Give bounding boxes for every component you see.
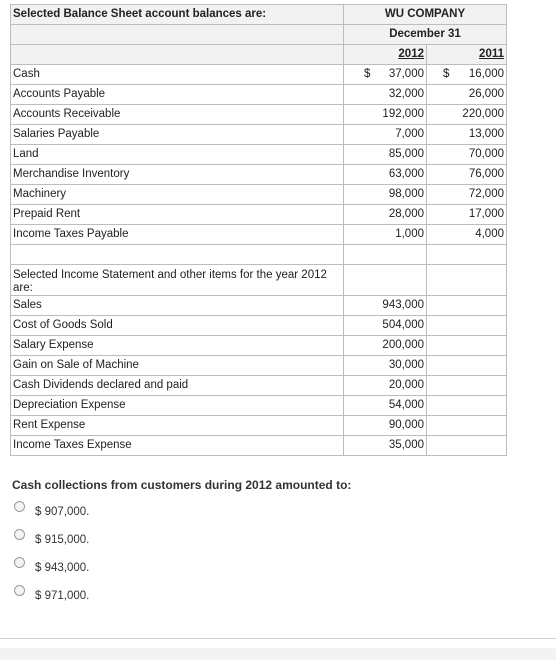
row-value: 200,000 bbox=[344, 336, 427, 356]
row-label: Land bbox=[11, 145, 344, 165]
row-label: Gain on Sale of Machine bbox=[11, 356, 344, 376]
table-row bbox=[11, 416, 507, 436]
answer-option[interactable] bbox=[12, 498, 89, 526]
header-blank bbox=[11, 45, 344, 65]
row-value: 30,000 bbox=[344, 356, 427, 376]
answer-option[interactable] bbox=[12, 554, 89, 582]
header-blank bbox=[11, 25, 344, 45]
year-2012-header: 2012 bbox=[398, 48, 424, 60]
row-value: 943,000 bbox=[344, 296, 427, 316]
table-row bbox=[11, 376, 507, 396]
value-2012: 192,000 bbox=[382, 108, 424, 120]
empty-cell bbox=[427, 376, 507, 396]
value-2012: 37,000 bbox=[388, 68, 424, 80]
answer-option-label[interactable]: $ 915,000. bbox=[35, 534, 90, 546]
dollar-sign: $ bbox=[443, 68, 450, 80]
table-row bbox=[11, 185, 507, 205]
row-label: Accounts Receivable bbox=[11, 105, 344, 125]
radio-button[interactable] bbox=[14, 501, 25, 512]
empty-cell bbox=[427, 296, 507, 316]
empty-cell bbox=[427, 396, 507, 416]
value-2011: 16,000 bbox=[468, 68, 504, 80]
date-label: December 31 bbox=[344, 25, 507, 45]
value-2011: 70,000 bbox=[468, 148, 504, 160]
value-2012: 7,000 bbox=[395, 128, 424, 140]
table-row bbox=[11, 145, 507, 165]
radio-button[interactable] bbox=[14, 557, 25, 568]
table-row bbox=[11, 65, 507, 85]
row-label: Cash bbox=[11, 65, 344, 85]
spacer-cell bbox=[11, 245, 344, 265]
value-2011: 13,000 bbox=[468, 128, 504, 140]
company-name: WU COMPANY bbox=[344, 5, 507, 25]
table-row bbox=[11, 336, 507, 356]
empty-cell bbox=[427, 416, 507, 436]
answer-option[interactable] bbox=[12, 582, 89, 610]
row-label: Prepaid Rent bbox=[11, 205, 344, 225]
table-row bbox=[11, 356, 507, 376]
balance-sheet-header: Selected Balance Sheet account balances are: bbox=[11, 5, 344, 25]
value-2012: 32,000 bbox=[388, 88, 424, 100]
row-value: 20,000 bbox=[344, 376, 427, 396]
empty-cell bbox=[427, 436, 507, 456]
value-2011: 72,000 bbox=[468, 188, 504, 200]
table-row bbox=[11, 165, 507, 185]
value-2012: 85,000 bbox=[388, 148, 424, 160]
value-2011: 4,000 bbox=[475, 228, 504, 240]
income-rows bbox=[11, 296, 507, 456]
balance-rows bbox=[11, 65, 507, 245]
row-label: Income Taxes Payable bbox=[11, 225, 344, 245]
row-label: Merchandise Inventory bbox=[11, 165, 344, 185]
table-row bbox=[11, 125, 507, 145]
table-row bbox=[11, 105, 507, 125]
dollar-sign: $ bbox=[364, 68, 371, 80]
row-label: Cost of Goods Sold bbox=[11, 316, 344, 336]
table-row bbox=[11, 316, 507, 336]
radio-button[interactable] bbox=[14, 585, 25, 596]
footer-bar bbox=[0, 648, 556, 660]
row-label: Machinery bbox=[11, 185, 344, 205]
row-value: 90,000 bbox=[344, 416, 427, 436]
value-2012: 28,000 bbox=[388, 208, 424, 220]
radio-button[interactable] bbox=[14, 529, 25, 540]
row-value: 504,000 bbox=[344, 316, 427, 336]
value-2011: 26,000 bbox=[468, 88, 504, 100]
table-row bbox=[11, 396, 507, 416]
balance-sheet-table bbox=[10, 4, 507, 456]
answer-option-label[interactable]: $ 907,000. bbox=[35, 506, 90, 518]
empty-cell bbox=[427, 356, 507, 376]
table-row bbox=[11, 205, 507, 225]
row-label: Salary Expense bbox=[11, 336, 344, 356]
row-label: Income Taxes Expense bbox=[11, 436, 344, 456]
answer-option-label[interactable]: $ 943,000. bbox=[35, 562, 90, 574]
value-2012: 1,000 bbox=[395, 228, 424, 240]
value-2012: 63,000 bbox=[388, 168, 424, 180]
year-2011-header: 2011 bbox=[479, 48, 504, 60]
question-text: Cash collections from customers during 2012 amounted to: bbox=[12, 478, 352, 492]
row-label: Sales bbox=[11, 296, 344, 316]
row-label: Salaries Payable bbox=[11, 125, 344, 145]
table-row bbox=[11, 436, 507, 456]
row-label: Cash Dividends declared and paid bbox=[11, 376, 344, 396]
footer-divider bbox=[0, 638, 556, 639]
empty-cell bbox=[427, 316, 507, 336]
answer-option-label[interactable]: $ 971,000. bbox=[35, 590, 90, 602]
answer-option[interactable] bbox=[12, 526, 89, 554]
value-2012: 98,000 bbox=[388, 188, 424, 200]
table-row bbox=[11, 296, 507, 316]
row-value: 35,000 bbox=[344, 436, 427, 456]
value-2011: 76,000 bbox=[468, 168, 504, 180]
table-row bbox=[11, 85, 507, 105]
answer-options bbox=[12, 498, 89, 610]
row-label: Accounts Payable bbox=[11, 85, 344, 105]
row-value: 54,000 bbox=[344, 396, 427, 416]
income-header: Selected Income Statement and other items for the year 2012 are: bbox=[11, 265, 344, 296]
table-row bbox=[11, 225, 507, 245]
row-label: Depreciation Expense bbox=[11, 396, 344, 416]
empty-cell bbox=[427, 336, 507, 356]
row-label: Rent Expense bbox=[11, 416, 344, 436]
value-2011: 17,000 bbox=[468, 208, 504, 220]
value-2011: 220,000 bbox=[462, 108, 504, 120]
